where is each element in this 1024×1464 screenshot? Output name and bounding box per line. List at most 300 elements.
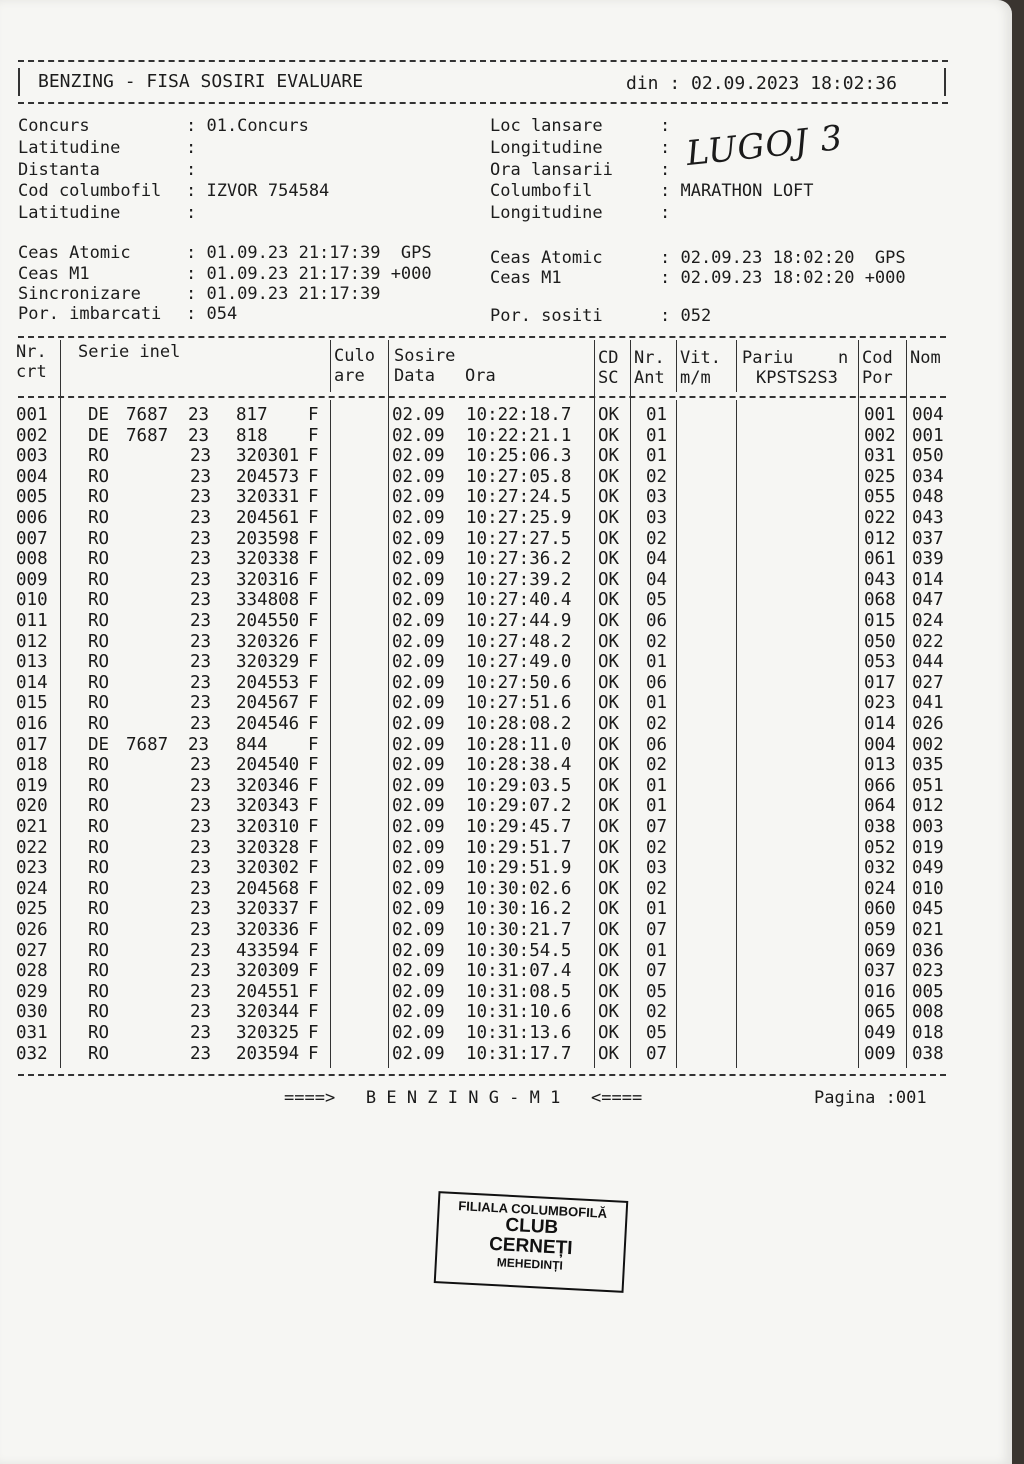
ring-number: 203594 xyxy=(236,1043,300,1064)
ring-number: 320302 xyxy=(236,858,300,879)
table-row xyxy=(0,426,1000,447)
sex: F xyxy=(308,446,319,467)
ring-country: RO xyxy=(88,693,110,714)
antenna: 06 xyxy=(646,734,668,755)
row-number: 023 xyxy=(16,858,48,879)
ring-year: 23 xyxy=(190,487,212,508)
arrival-time: 10:27:25.9 xyxy=(466,508,572,528)
column-header-cod: Cod xyxy=(862,348,893,368)
antenna: 05 xyxy=(646,1023,668,1043)
row-number: 011 xyxy=(16,611,48,631)
table-row xyxy=(0,508,1000,529)
ring-number: 320338 xyxy=(236,549,300,570)
clock-value: : 01.09.23 21:17:39 +000 xyxy=(186,264,432,284)
ring-year: 23 xyxy=(190,508,212,528)
cd-status: OK xyxy=(598,569,620,590)
ring-country: RO xyxy=(88,652,110,673)
antenna: 01 xyxy=(646,405,668,425)
table-bottom-rule xyxy=(18,1074,946,1076)
arrival-time: 10:27:44.9 xyxy=(466,611,572,631)
table-row xyxy=(0,982,1000,1003)
arrival-time: 10:27:36.2 xyxy=(466,549,572,570)
info-value: : xyxy=(186,203,197,223)
arrival-date: 02.09 xyxy=(392,961,445,982)
table-row xyxy=(0,590,1000,611)
row-number: 025 xyxy=(16,899,48,920)
clock-value: : 02.09.23 18:02:20 +000 xyxy=(660,268,906,288)
antenna: 02 xyxy=(646,528,668,549)
cd-status: OK xyxy=(598,1043,620,1064)
ring-country: RO xyxy=(88,755,110,776)
row-number: 007 xyxy=(16,528,48,549)
cod-por: 068 xyxy=(864,590,896,611)
arrival-time: 10:29:45.7 xyxy=(466,817,572,837)
ring-number: 204573 xyxy=(236,466,300,487)
ring-country: RO xyxy=(88,1023,110,1043)
antenna: 01 xyxy=(646,652,668,673)
row-number: 015 xyxy=(16,693,48,714)
cd-status: OK xyxy=(598,714,620,734)
table-row xyxy=(0,652,1000,673)
row-number: 016 xyxy=(16,714,48,734)
arrival-date: 02.09 xyxy=(392,528,445,549)
arrival-date: 02.09 xyxy=(392,425,445,446)
arrival-date: 02.09 xyxy=(392,734,445,755)
sex: F xyxy=(308,775,319,796)
antenna: 07 xyxy=(646,1043,668,1064)
table-row xyxy=(0,755,1000,776)
ring-year: 23 xyxy=(190,446,212,467)
row-number: 030 xyxy=(16,1002,48,1023)
nom: 004 xyxy=(912,405,944,425)
table-row xyxy=(0,487,1000,508)
nom: 037 xyxy=(912,528,944,549)
arrival-date: 02.09 xyxy=(392,466,445,487)
nom: 003 xyxy=(912,817,944,837)
table-row xyxy=(0,673,1000,694)
cod-por: 016 xyxy=(864,981,896,1002)
sex: F xyxy=(308,425,319,446)
table-row xyxy=(0,1002,1000,1023)
antenna: 01 xyxy=(646,446,668,467)
ring-country: DE xyxy=(88,405,110,425)
info-label: Longitudine xyxy=(490,138,603,158)
column-header-serie: Serie inel xyxy=(78,342,181,362)
antenna: 04 xyxy=(646,569,668,590)
sex: F xyxy=(308,714,319,734)
arrival-date: 02.09 xyxy=(392,631,445,652)
ring-country: RO xyxy=(88,981,110,1002)
cod-por: 015 xyxy=(864,611,896,631)
table-head-rule xyxy=(18,396,946,398)
ring-year: 23 xyxy=(190,569,212,590)
cod-por: 013 xyxy=(864,755,896,776)
antenna: 07 xyxy=(646,817,668,837)
arrival-time: 10:28:11.0 xyxy=(466,734,572,755)
cd-status: OK xyxy=(598,528,620,549)
ring-year: 23 xyxy=(190,961,212,982)
ring-number: 203598 xyxy=(236,528,300,549)
cod-por: 060 xyxy=(864,899,896,920)
arrival-date: 02.09 xyxy=(392,817,445,837)
arrival-date: 02.09 xyxy=(392,858,445,879)
cd-status: OK xyxy=(598,1002,620,1023)
ring-year: 23 xyxy=(188,734,210,755)
nom: 026 xyxy=(912,714,944,734)
arrival-time: 10:30:21.7 xyxy=(466,920,572,940)
ring-country: RO xyxy=(88,672,110,693)
column-header-por: Por xyxy=(862,368,893,388)
column-header-data: Data xyxy=(394,366,435,386)
info-label: Cod columbofil xyxy=(18,181,162,201)
ring-country: RO xyxy=(88,569,110,590)
cod-por: 055 xyxy=(864,487,896,508)
arrival-date: 02.09 xyxy=(392,508,445,528)
cod-por: 031 xyxy=(864,446,896,467)
arrival-date: 02.09 xyxy=(392,899,445,920)
sex: F xyxy=(308,693,319,714)
arrival-date: 02.09 xyxy=(392,487,445,508)
sex: F xyxy=(308,734,319,755)
arrival-date: 02.09 xyxy=(392,446,445,467)
antenna: 01 xyxy=(646,940,668,961)
ring-number: 320337 xyxy=(236,899,300,920)
report-date: din : 02.09.2023 18:02:36 xyxy=(626,73,897,94)
ring-year: 23 xyxy=(190,631,212,652)
row-number: 028 xyxy=(16,961,48,982)
cod-por: 024 xyxy=(864,878,896,899)
column-header-sosire: Sosire xyxy=(394,346,456,366)
ring-year: 23 xyxy=(190,652,212,673)
cod-por: 052 xyxy=(864,837,896,858)
row-number: 001 xyxy=(16,405,48,425)
info-label: Ora lansarii xyxy=(490,160,613,180)
sex: F xyxy=(308,631,319,652)
row-number: 017 xyxy=(16,734,48,755)
cd-status: OK xyxy=(598,920,620,940)
sex: F xyxy=(308,508,319,528)
cd-status: OK xyxy=(598,672,620,693)
cd-status: OK xyxy=(598,487,620,508)
antenna: 02 xyxy=(646,1002,668,1023)
cod-por: 065 xyxy=(864,1002,896,1023)
sex: F xyxy=(308,878,319,899)
header-left-bar xyxy=(18,68,20,96)
nom: 022 xyxy=(912,631,944,652)
info-value: : xyxy=(660,203,671,223)
cd-status: OK xyxy=(598,466,620,487)
info-label: Latitudine xyxy=(18,138,121,158)
ring-country: RO xyxy=(88,508,110,528)
row-number: 003 xyxy=(16,446,48,467)
arrival-date: 02.09 xyxy=(392,981,445,1002)
nom: 043 xyxy=(912,508,944,528)
sex: F xyxy=(308,549,319,570)
antenna: 06 xyxy=(646,611,668,631)
cod-por: 032 xyxy=(864,858,896,879)
ring-number: 433594 xyxy=(236,940,300,961)
nom: 005 xyxy=(912,981,944,1002)
ring-country: RO xyxy=(88,817,110,837)
sex: F xyxy=(308,796,319,817)
table-row xyxy=(0,405,1000,426)
ring-number: 817 xyxy=(236,405,268,425)
arrival-time: 10:27:27.5 xyxy=(466,528,572,549)
row-number: 029 xyxy=(16,981,48,1002)
sex: F xyxy=(308,940,319,961)
column-header-culo: Culo xyxy=(334,346,375,366)
cd-status: OK xyxy=(598,446,620,467)
table-row xyxy=(0,714,1000,735)
ring-number: 320336 xyxy=(236,920,300,940)
ring-year: 23 xyxy=(190,466,212,487)
table-row xyxy=(0,693,1000,714)
column-divider xyxy=(736,340,737,392)
ring-year: 23 xyxy=(188,425,210,446)
antenna: 02 xyxy=(646,631,668,652)
ring-number: 320343 xyxy=(236,796,300,817)
column-divider xyxy=(676,340,677,392)
nom: 036 xyxy=(912,940,944,961)
arrival-date: 02.09 xyxy=(392,755,445,776)
nom: 045 xyxy=(912,899,944,920)
sex: F xyxy=(308,590,319,611)
nom: 002 xyxy=(912,734,944,755)
ring-country: RO xyxy=(88,466,110,487)
ring-number: 204567 xyxy=(236,693,300,714)
table-row xyxy=(0,776,1000,797)
cd-status: OK xyxy=(598,693,620,714)
arrival-date: 02.09 xyxy=(392,878,445,899)
cd-status: OK xyxy=(598,611,620,631)
info-value: : xyxy=(186,160,197,180)
ring-year: 23 xyxy=(190,837,212,858)
info-value: : xyxy=(186,138,197,158)
row-number: 012 xyxy=(16,631,48,652)
column-divider xyxy=(330,340,331,392)
arrival-time: 10:31:08.5 xyxy=(466,981,572,1002)
clock-label: Ceas M1 xyxy=(490,268,562,288)
cd-status: OK xyxy=(598,981,620,1002)
cod-por: 001 xyxy=(864,405,896,425)
row-number: 004 xyxy=(16,466,48,487)
clock-label: Ceas Atomic xyxy=(18,243,131,263)
info-value: : MARATHON LOFT xyxy=(660,181,814,201)
ring-year: 23 xyxy=(190,775,212,796)
nom: 012 xyxy=(912,796,944,817)
cod-por: 038 xyxy=(864,817,896,837)
arrival-time: 10:29:03.5 xyxy=(466,775,572,796)
arrival-date: 02.09 xyxy=(392,940,445,961)
clock-label: Por. sositi xyxy=(490,306,603,326)
column-header-are: are xyxy=(334,366,365,386)
ring-year: 23 xyxy=(190,817,212,837)
column-header-nr2: Nr. xyxy=(634,348,665,368)
nom: 010 xyxy=(912,878,944,899)
cd-status: OK xyxy=(598,858,620,879)
row-number: 005 xyxy=(16,487,48,508)
clock-label: Ceas M1 xyxy=(18,264,90,284)
antenna: 01 xyxy=(646,693,668,714)
sex: F xyxy=(308,487,319,508)
ring-number: 204546 xyxy=(236,714,300,734)
nom: 035 xyxy=(912,755,944,776)
ring-year: 23 xyxy=(190,611,212,631)
arrival-time: 10:27:05.8 xyxy=(466,466,572,487)
ring-club: 7687 xyxy=(126,425,169,446)
stamp-line-4: MEHEDINȚI xyxy=(496,1255,564,1273)
nom: 044 xyxy=(912,652,944,673)
column-header-pariu: Pariu xyxy=(742,348,794,368)
arrival-time: 10:29:51.9 xyxy=(466,858,572,879)
antenna: 02 xyxy=(646,755,668,776)
clock-value: : 052 xyxy=(660,306,712,326)
antenna: 06 xyxy=(646,672,668,693)
ring-year: 23 xyxy=(190,981,212,1002)
info-label: Longitudine xyxy=(490,203,603,223)
arrival-time: 10:31:13.6 xyxy=(466,1023,572,1043)
info-label: Columbofil xyxy=(490,181,593,201)
row-number: 026 xyxy=(16,920,48,940)
cod-por: 002 xyxy=(864,425,896,446)
ring-year: 23 xyxy=(190,672,212,693)
table-row xyxy=(0,858,1000,879)
row-number: 018 xyxy=(16,755,48,776)
ring-country: RO xyxy=(88,775,110,796)
ring-year: 23 xyxy=(190,940,212,961)
ring-number: 320301 xyxy=(236,446,300,467)
ring-year: 23 xyxy=(190,878,212,899)
arrival-date: 02.09 xyxy=(392,672,445,693)
ring-country: RO xyxy=(88,1002,110,1023)
ring-year: 23 xyxy=(190,796,212,817)
column-header-mm: m/m xyxy=(680,368,711,388)
arrival-time: 10:27:50.6 xyxy=(466,672,572,693)
header-right-bar xyxy=(944,68,946,96)
ring-number: 204540 xyxy=(236,755,300,776)
cd-status: OK xyxy=(598,405,620,425)
table-row xyxy=(0,549,1000,570)
nom: 027 xyxy=(912,672,944,693)
clock-value: : 02.09.23 18:02:20 GPS xyxy=(660,248,906,268)
antenna: 02 xyxy=(646,837,668,858)
ring-number: 320344 xyxy=(236,1002,300,1023)
table-row xyxy=(0,817,1000,838)
ring-club: 7687 xyxy=(126,405,169,425)
cod-por: 037 xyxy=(864,961,896,982)
row-number: 002 xyxy=(16,425,48,446)
sex: F xyxy=(308,672,319,693)
table-row xyxy=(0,446,1000,467)
nom: 048 xyxy=(912,487,944,508)
handwritten-location: LUGOJ 3 xyxy=(684,117,846,175)
cod-por: 050 xyxy=(864,631,896,652)
ring-country: RO xyxy=(88,590,110,611)
sex: F xyxy=(308,569,319,590)
stamp-line-3: CERNEȚI xyxy=(488,1233,573,1260)
antenna: 03 xyxy=(646,508,668,528)
antenna: 01 xyxy=(646,425,668,446)
ring-year: 23 xyxy=(190,528,212,549)
antenna: 01 xyxy=(646,796,668,817)
antenna: 01 xyxy=(646,899,668,920)
ring-country: RO xyxy=(88,837,110,858)
row-number: 031 xyxy=(16,1023,48,1043)
ring-country: RO xyxy=(88,899,110,920)
arrival-date: 02.09 xyxy=(392,405,445,425)
info-value: : 01.Concurs xyxy=(186,116,309,136)
arrival-time: 10:29:07.2 xyxy=(466,796,572,817)
cd-status: OK xyxy=(598,817,620,837)
sex: F xyxy=(308,961,319,982)
antenna: 02 xyxy=(646,878,668,899)
clock-label: Por. imbarcati xyxy=(18,304,162,324)
table-row xyxy=(0,632,1000,653)
info-label: Concurs xyxy=(18,116,90,136)
nom: 021 xyxy=(912,920,944,940)
antenna: 01 xyxy=(646,775,668,796)
ring-year: 23 xyxy=(190,858,212,879)
ring-country: RO xyxy=(88,487,110,508)
arrival-time: 10:29:51.7 xyxy=(466,837,572,858)
page-number: Pagina :001 xyxy=(814,1088,927,1108)
column-header-nr: Nr. xyxy=(16,342,47,362)
table-row xyxy=(0,611,1000,632)
table-row xyxy=(0,1044,1000,1065)
cod-por: 049 xyxy=(864,1023,896,1043)
cd-status: OK xyxy=(598,961,620,982)
clock-value: : 01.09.23 21:17:39 GPS xyxy=(186,243,432,263)
nom: 050 xyxy=(912,446,944,467)
info-label: Loc lansare xyxy=(490,116,603,136)
table-row xyxy=(0,570,1000,591)
arrival-date: 02.09 xyxy=(392,796,445,817)
ring-number: 204561 xyxy=(236,508,300,528)
table-row xyxy=(0,879,1000,900)
nom: 014 xyxy=(912,569,944,590)
ring-year: 23 xyxy=(190,1002,212,1023)
nom: 024 xyxy=(912,611,944,631)
nom: 008 xyxy=(912,1002,944,1023)
column-header-kpsts: KPSTS2S3 xyxy=(756,368,838,388)
ring-country: RO xyxy=(88,631,110,652)
ring-country: RO xyxy=(88,1043,110,1064)
ring-number: 320326 xyxy=(236,631,300,652)
sex: F xyxy=(308,611,319,631)
ring-year: 23 xyxy=(190,693,212,714)
ring-number: 320325 xyxy=(236,1023,300,1043)
club-stamp xyxy=(434,1191,629,1293)
table-row xyxy=(0,529,1000,550)
row-number: 013 xyxy=(16,652,48,673)
column-header-nom: Nom xyxy=(910,348,941,368)
antenna: 05 xyxy=(646,590,668,611)
cod-por: 066 xyxy=(864,775,896,796)
antenna: 02 xyxy=(646,714,668,734)
row-number: 010 xyxy=(16,590,48,611)
report-title: BENZING - FISA SOSIRI EVALUARE xyxy=(38,71,364,92)
cod-por: 064 xyxy=(864,796,896,817)
ring-number: 204550 xyxy=(236,611,300,631)
arrival-time: 10:22:21.1 xyxy=(466,425,572,446)
ring-number: 204553 xyxy=(236,672,300,693)
nom: 018 xyxy=(912,1023,944,1043)
cd-status: OK xyxy=(598,508,620,528)
info-value: : xyxy=(660,138,671,158)
ring-country: DE xyxy=(88,425,110,446)
row-number: 022 xyxy=(16,837,48,858)
ring-country: RO xyxy=(88,940,110,961)
